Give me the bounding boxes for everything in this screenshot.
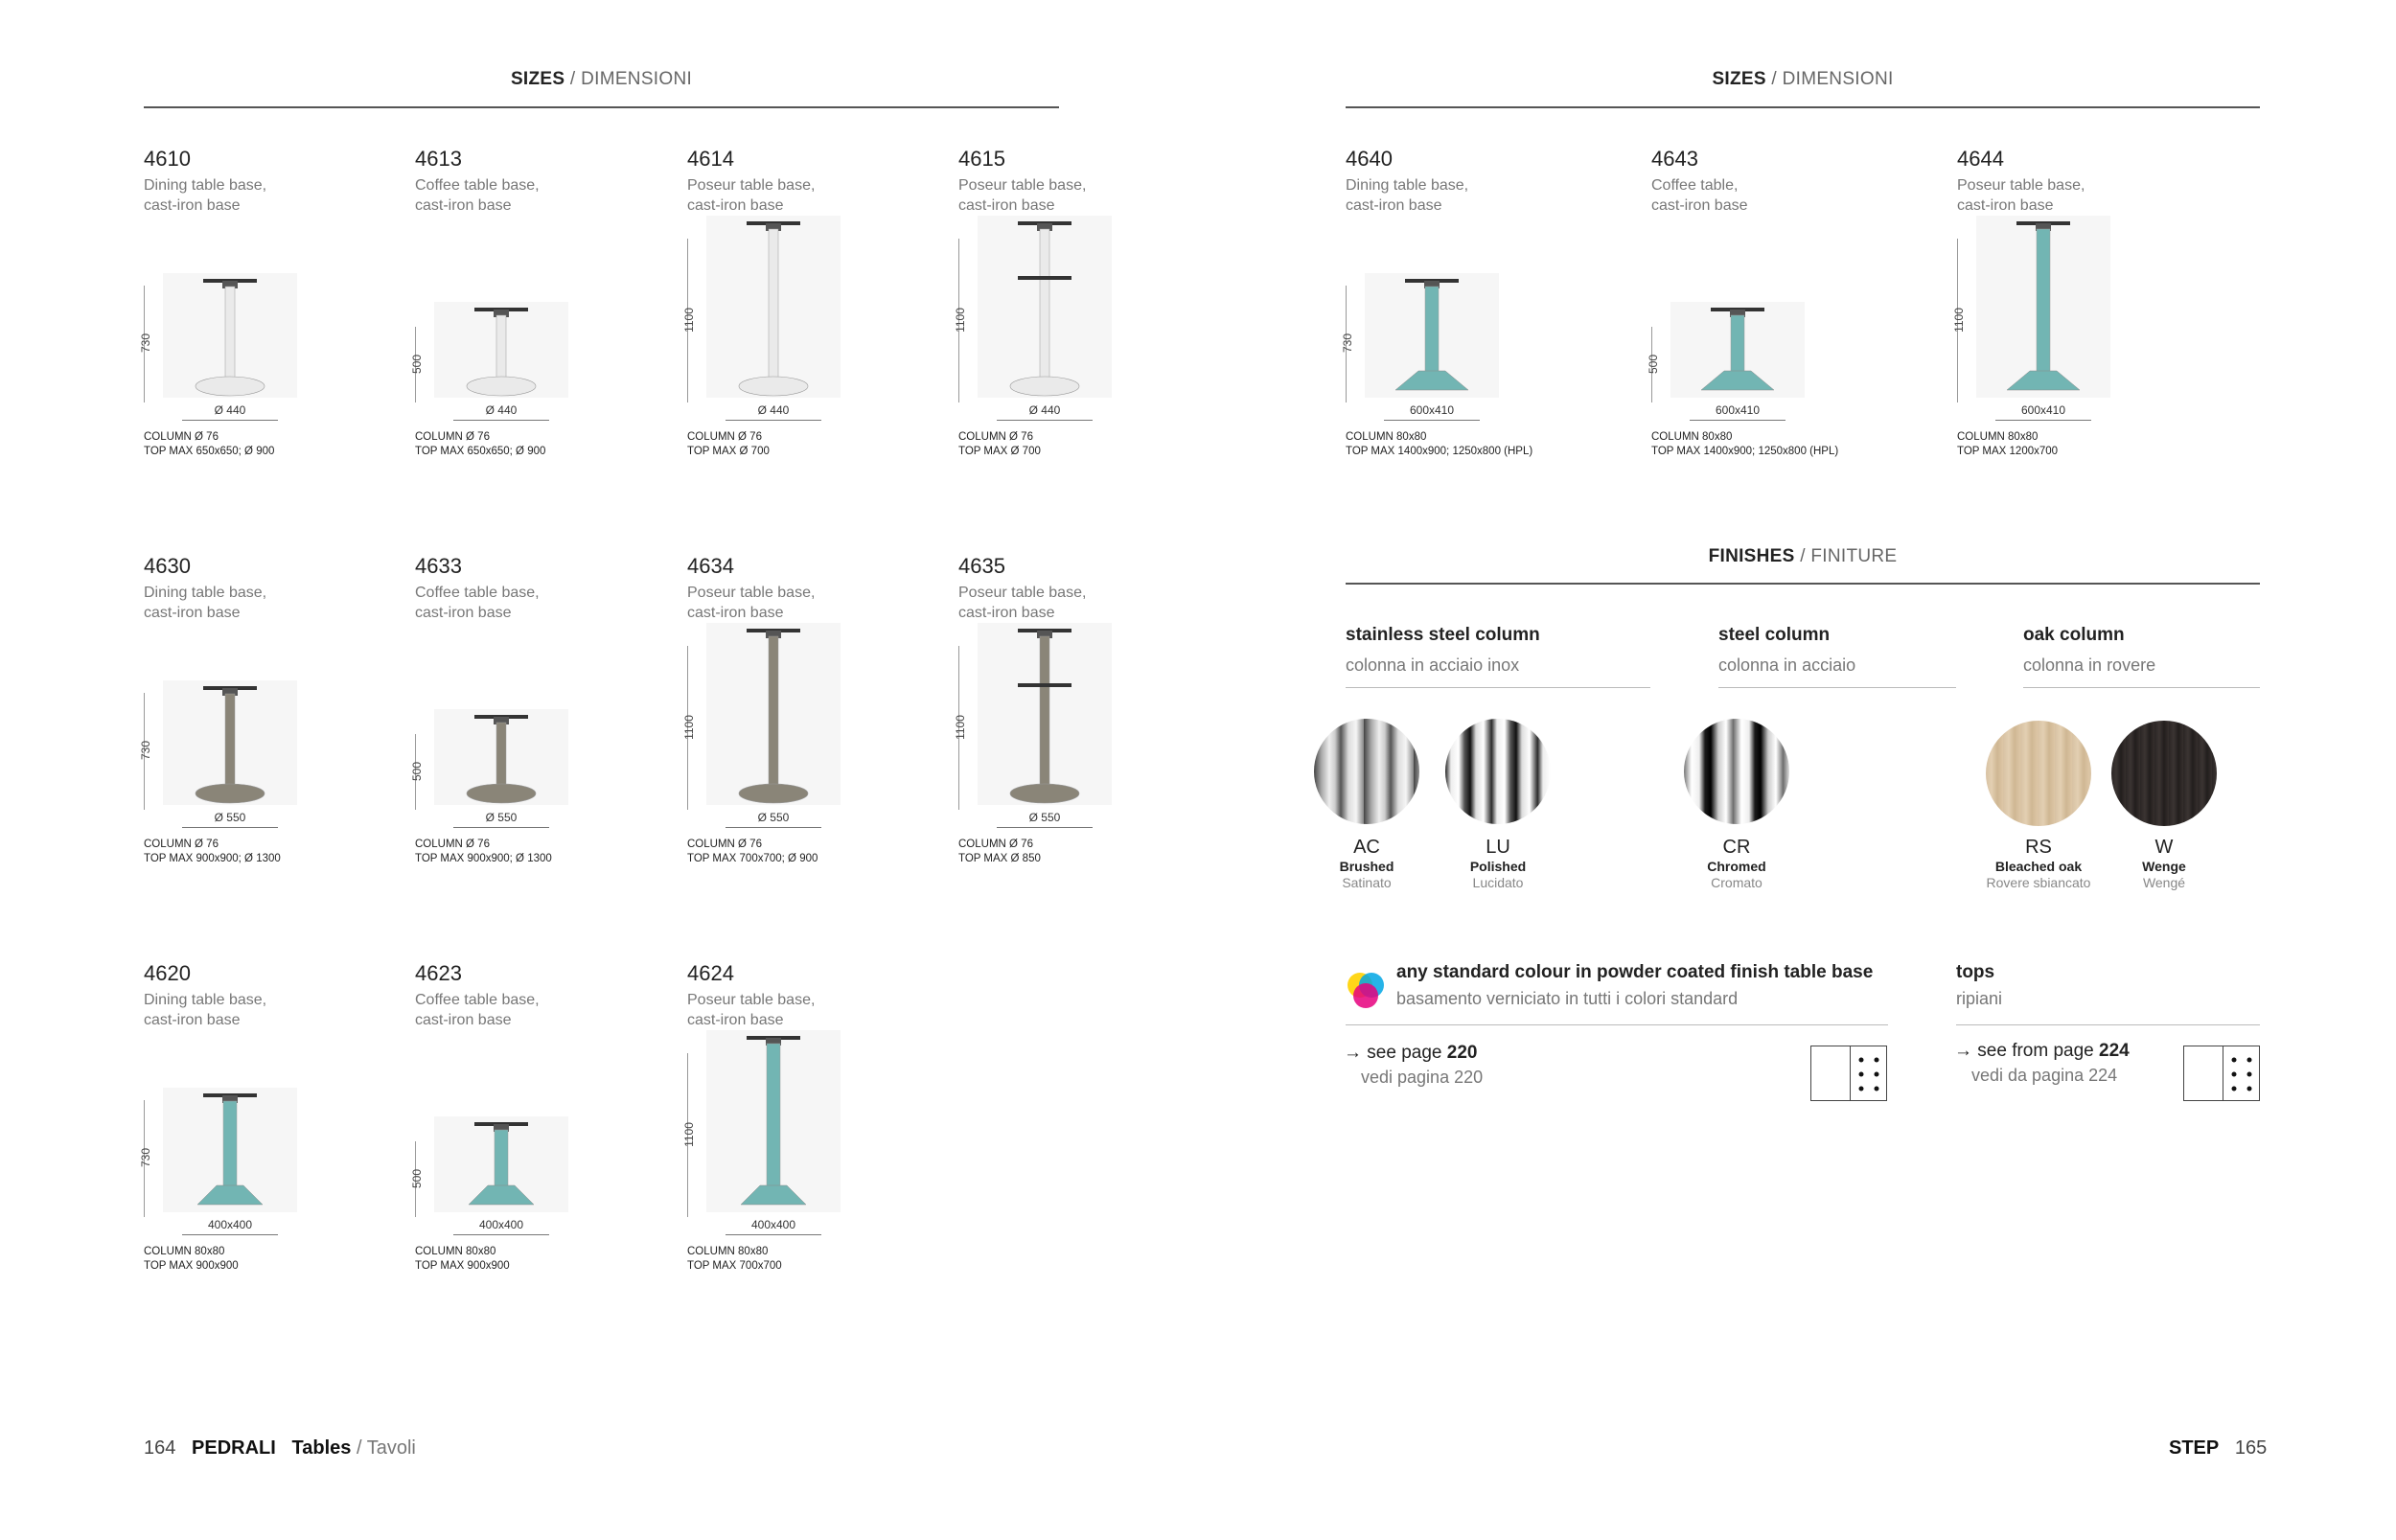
product-image (434, 1116, 568, 1212)
height-dimension-label: 730 (139, 740, 152, 761)
swatch-label-w: W Wenge Wengé (2142, 837, 2186, 890)
product-image (434, 302, 568, 398)
base-dimension-line (453, 1234, 549, 1235)
product-spec: COLUMN Ø 76 TOP MAX Ø 700 (687, 431, 770, 457)
base-dimension-line (182, 1234, 278, 1235)
base-dimension-label: 400x400 (750, 1218, 796, 1231)
product-spec: COLUMN 80x80 TOP MAX 900x900 (415, 1246, 510, 1272)
base-dimension-label: Ø 550 (757, 811, 790, 824)
product-spec: COLUMN 80x80 TOP MAX 1400x900; 1250x800 (HPL) (1651, 431, 1839, 457)
colour-see-page-link[interactable]: → see page 220 (1344, 1043, 1478, 1063)
swatch-chromed[interactable] (1684, 719, 1789, 824)
product-image (434, 709, 568, 805)
tops-thumbnail[interactable] (2183, 1046, 2260, 1101)
finish-group-steel: steel column colonna in acciaio (1718, 625, 1856, 675)
base-dimension-label: 400x400 (207, 1218, 253, 1231)
base-dimension-label: Ø 440 (485, 403, 518, 417)
right-header-rule (1346, 106, 2260, 108)
product-code: 4643 (1651, 147, 1698, 171)
height-dimension-label: 500 (410, 761, 424, 781)
product-4614 (682, 147, 946, 501)
product-4640 (1341, 147, 1604, 501)
product-code: 4613 (415, 147, 462, 171)
footer-right: STEP 165 (2169, 1437, 2268, 1459)
base-dimension-line (182, 420, 278, 421)
product-description: Dining table base, cast-iron base (144, 177, 267, 214)
product-spec: COLUMN Ø 76 TOP MAX Ø 700 (958, 431, 1041, 457)
product-code: 4635 (958, 554, 1005, 578)
height-dimension-label: 500 (410, 1168, 424, 1188)
colour-see-page-it: vedi pagina 220 (1361, 1068, 1484, 1087)
finish-group-rule (1346, 687, 1650, 688)
base-dimension-line (997, 420, 1093, 421)
base-dimension-line (182, 827, 278, 828)
product-code: 4623 (415, 961, 462, 985)
product-spec: COLUMN Ø 76 TOP MAX Ø 850 (958, 839, 1041, 864)
product-description: Coffee table base, cast-iron base (415, 585, 540, 621)
base-dimension-line (1384, 420, 1480, 421)
arrow-right-icon: → (1344, 1043, 1368, 1063)
colour-title: any standard colour in powder coated finish table base (1396, 962, 1874, 982)
product-code: 4644 (1957, 147, 2004, 171)
tops-title: tops (1956, 962, 1995, 982)
base-dimension-line (726, 1234, 821, 1235)
product-description: Poseur table base, cast-iron base (687, 177, 816, 214)
product-spec: COLUMN 80x80 TOP MAX 700x700 (687, 1246, 782, 1272)
base-dimension-label: Ø 550 (1028, 811, 1061, 824)
base-dimension-line (726, 827, 821, 828)
colour-rule (1346, 1024, 1888, 1025)
product-code: 4620 (144, 961, 191, 985)
product-spec: COLUMN 80x80 TOP MAX 1200x700 (1957, 431, 2059, 457)
height-dimension-label: 1100 (682, 714, 696, 740)
product-description: Coffee table base, cast-iron base (415, 992, 540, 1028)
product-description: Coffee table, cast-iron base (1651, 177, 1748, 214)
left-sizes-header: SIZES / DIMENSIONI (510, 69, 693, 89)
product-image (1365, 273, 1499, 398)
base-dimension-label: Ø 440 (214, 403, 246, 417)
product-4630 (139, 554, 403, 908)
product-description: Dining table base, cast-iron base (144, 992, 267, 1028)
footer-left: 164 PEDRALI Tables / Tavoli (144, 1437, 416, 1459)
product-4633 (410, 554, 674, 908)
base-dimension-label: Ø 550 (214, 811, 246, 824)
product-4635 (954, 554, 1217, 908)
left-header-rule (144, 106, 1059, 108)
product-code: 4615 (958, 147, 1005, 171)
product-spec: COLUMN Ø 76 TOP MAX 900x900; Ø 1300 (144, 839, 281, 864)
product-description: Coffee table base, cast-iron base (415, 177, 540, 214)
colour-subtitle: basamento verniciato in tutti i colori standard (1396, 989, 1739, 1008)
base-dimension-label: 400x400 (478, 1218, 524, 1231)
product-image (163, 1088, 297, 1212)
product-description: Dining table base, cast-iron base (1346, 177, 1469, 214)
tops-see-page-it: vedi da pagina 224 (1971, 1066, 2118, 1085)
base-dimension-label: 600x410 (2020, 403, 2066, 417)
swatch-label-cr: CR Chromed Cromato (1707, 837, 1766, 890)
product-code: 4614 (687, 147, 734, 171)
product-4623 (410, 961, 674, 1316)
product-4615 (954, 147, 1217, 501)
product-image (706, 1030, 841, 1212)
tops-rule (1956, 1024, 2260, 1025)
height-dimension-label: 730 (1341, 333, 1354, 354)
product-spec: COLUMN Ø 76 TOP MAX 900x900; Ø 1300 (415, 839, 552, 864)
colour-wheel-icon (1343, 968, 1389, 1014)
dots-icon (2226, 1052, 2257, 1096)
product-image (706, 623, 841, 805)
base-dimension-line (997, 827, 1093, 828)
finish-group-rule (2023, 687, 2260, 688)
base-dimension-label: Ø 440 (757, 403, 790, 417)
product-description: Poseur table base, cast-iron base (687, 585, 816, 621)
tops-see-page-link[interactable]: → see from page 224 (1954, 1041, 2130, 1061)
product-description: Dining table base, cast-iron base (144, 585, 267, 621)
finishes-header: FINISHES / FINITURE (1708, 546, 1898, 566)
product-description: Poseur table base, cast-iron base (1957, 177, 2085, 214)
base-dimension-label: Ø 550 (485, 811, 518, 824)
product-4634 (682, 554, 946, 908)
arrow-right-icon: → (1954, 1041, 1978, 1061)
swatch-label-lu: LU Polished Lucidato (1469, 837, 1527, 890)
product-code: 4630 (144, 554, 191, 578)
product-image (1670, 302, 1805, 398)
product-code: 4633 (415, 554, 462, 578)
product-spec: COLUMN Ø 76 TOP MAX 700x700; Ø 900 (687, 839, 818, 864)
finish-group-rule (1718, 687, 1956, 688)
height-dimension-label: 1100 (682, 1121, 696, 1147)
dots-icon (1854, 1052, 1884, 1096)
height-dimension-label: 1100 (954, 307, 967, 333)
height-dimension-label: 500 (1647, 354, 1660, 374)
swatch-bleached-oak[interactable] (1986, 721, 2091, 826)
base-dimension-label: 600x410 (1715, 403, 1761, 417)
base-dimension-line (453, 420, 549, 421)
base-dimension-line (453, 827, 549, 828)
product-image (978, 623, 1112, 805)
product-code: 4634 (687, 554, 734, 578)
finish-group-oak: oak column colonna in rovere (2023, 625, 2156, 675)
right-sizes-header: SIZES / DIMENSIONI (1712, 69, 1894, 89)
swatch-wenge[interactable] (2111, 721, 2217, 826)
finish-group-stainless: stainless steel column colonna in acciaio inox (1346, 625, 1540, 675)
product-image (1976, 216, 2110, 398)
swatch-label-ac: AC Brushed Satinato (1339, 837, 1394, 890)
height-dimension-label: 1100 (1952, 307, 1966, 333)
height-dimension-label: 1100 (954, 714, 967, 740)
product-description: Poseur table base, cast-iron base (687, 992, 816, 1028)
swatch-label-rs: RS Bleached oak Rovere sbiancato (1986, 837, 2091, 890)
product-image (163, 273, 297, 398)
base-dimension-line (1995, 420, 2091, 421)
product-image (978, 216, 1112, 398)
height-dimension-label: 730 (139, 333, 152, 354)
product-image (706, 216, 841, 398)
product-4613 (410, 147, 674, 501)
product-image (163, 680, 297, 805)
swatch-brushed[interactable] (1314, 719, 1419, 824)
product-code: 4640 (1346, 147, 1393, 171)
tops-subtitle: ripiani (1956, 989, 2003, 1008)
product-4620 (139, 961, 403, 1316)
product-spec: COLUMN Ø 76 TOP MAX 650x650; Ø 900 (144, 431, 275, 457)
product-4624 (682, 961, 946, 1316)
product-4644 (1952, 147, 2216, 501)
product-4610 (139, 147, 403, 501)
product-spec: COLUMN 80x80 TOP MAX 1400x900; 1250x800 (HPL) (1346, 431, 1533, 457)
base-dimension-line (726, 420, 821, 421)
base-dimension-label: 600x410 (1409, 403, 1455, 417)
product-4643 (1647, 147, 1910, 501)
height-dimension-label: 500 (410, 354, 424, 374)
base-dimension-line (1690, 420, 1785, 421)
product-code: 4624 (687, 961, 734, 985)
product-description: Poseur table base, cast-iron base (958, 177, 1087, 214)
product-spec: COLUMN Ø 76 TOP MAX 650x650; Ø 900 (415, 431, 546, 457)
product-code: 4610 (144, 147, 191, 171)
finishes-header-rule (1346, 583, 2260, 585)
swatch-polished[interactable] (1445, 719, 1551, 824)
product-description: Poseur table base, cast-iron base (958, 585, 1087, 621)
colour-palette-thumbnail[interactable] (1810, 1046, 1887, 1101)
base-dimension-label: Ø 440 (1028, 403, 1061, 417)
product-spec: COLUMN 80x80 TOP MAX 900x900 (144, 1246, 239, 1272)
height-dimension-label: 1100 (682, 307, 696, 333)
height-dimension-label: 730 (139, 1147, 152, 1168)
